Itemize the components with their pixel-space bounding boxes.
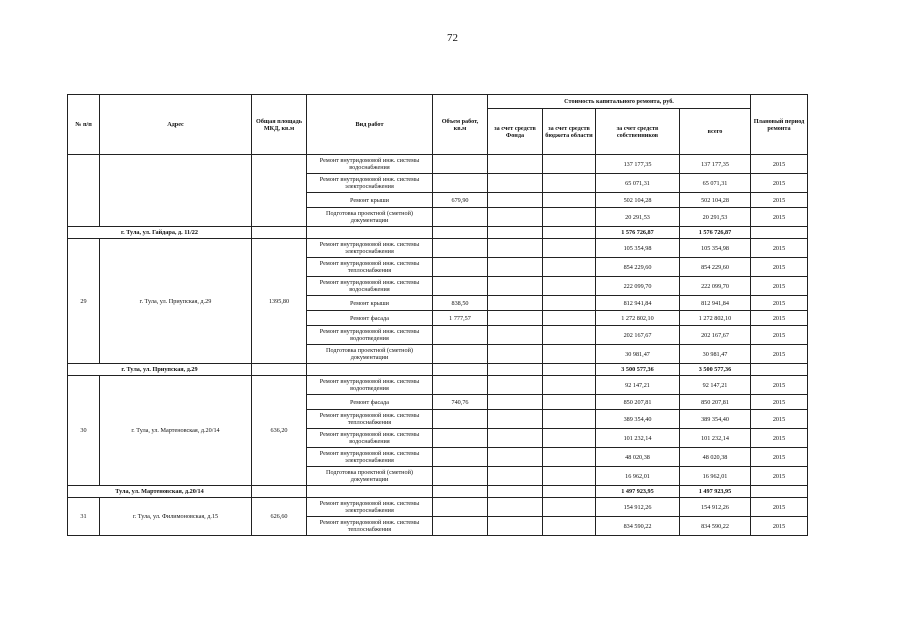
col-period-header: Плановый период ремонта bbox=[751, 95, 808, 155]
budget-cell bbox=[543, 498, 596, 517]
total-cell: 502 104,28 bbox=[680, 193, 751, 208]
total-cell: 854 229,60 bbox=[680, 258, 751, 277]
owners-cell: 1 272 802,10 bbox=[596, 311, 680, 326]
subtotal-label: г. Тула, ул. Гайдара, д. 11/22 bbox=[68, 227, 252, 239]
work-cell: Ремонт внутридомовой инж. системы водоснабжения bbox=[307, 155, 433, 174]
budget-cell bbox=[543, 517, 596, 536]
fund-cell bbox=[488, 311, 543, 326]
owners-cell: 389 354,40 bbox=[596, 410, 680, 429]
total-cell: 812 941,84 bbox=[680, 296, 751, 311]
volume-cell bbox=[433, 448, 488, 467]
fund-cell bbox=[488, 296, 543, 311]
total-cell: 30 981,47 bbox=[680, 345, 751, 364]
work-cell: Ремонт внутридомовой инж. системы теплоснабжения bbox=[307, 410, 433, 429]
budget-cell bbox=[543, 277, 596, 296]
volume-cell bbox=[433, 174, 488, 193]
work-cell: Ремонт внутридомовой инж. системы водоотведения bbox=[307, 376, 433, 395]
budget-cell bbox=[543, 376, 596, 395]
fund-cell bbox=[488, 498, 543, 517]
fund-cell bbox=[488, 155, 543, 174]
subtotal-owners: 1 576 726,87 bbox=[596, 227, 680, 239]
work-cell: Ремонт внутридомовой инж. системы электроснабжения bbox=[307, 174, 433, 193]
address-cell: г. Тула, ул. Приупская, д.29 bbox=[100, 239, 252, 364]
owners-cell: 222 099,70 bbox=[596, 277, 680, 296]
work-cell: Ремонт внутридомовой инж. системы водоснабжения bbox=[307, 277, 433, 296]
budget-cell bbox=[543, 311, 596, 326]
period-cell: 2015 bbox=[751, 429, 808, 448]
owners-cell: 48 020,38 bbox=[596, 448, 680, 467]
work-cell: Ремонт внутридомовой инж. системы водоотведения bbox=[307, 326, 433, 345]
col-area-header: Общая площадь МКД, кв.м bbox=[252, 95, 307, 155]
volume-cell bbox=[433, 376, 488, 395]
col-volume-header: Объем работ, кв.м bbox=[433, 95, 488, 155]
subtotal-row bbox=[68, 227, 808, 239]
work-cell: Подготовка проектной (сметной) документации bbox=[307, 467, 433, 486]
volume-cell bbox=[433, 498, 488, 517]
work-cell: Ремонт внутридомовой инж. системы теплоснабжения bbox=[307, 517, 433, 536]
budget-cell bbox=[543, 410, 596, 429]
col-address-header: Адрес bbox=[100, 95, 252, 155]
page-number: 72 bbox=[447, 32, 458, 44]
table-row bbox=[68, 239, 808, 258]
address-cell bbox=[100, 155, 252, 227]
total-cell: 222 099,70 bbox=[680, 277, 751, 296]
work-cell: Ремонт внутридомовой инж. системы электроснабжения bbox=[307, 239, 433, 258]
work-cell: Ремонт внутридомовой инж. системы водоснабжения bbox=[307, 429, 433, 448]
period-cell: 2015 bbox=[751, 517, 808, 536]
subtotal-row bbox=[68, 486, 808, 498]
cost-group-header: Стоимость капитального ремонта, руб. bbox=[488, 95, 751, 109]
fund-cell bbox=[488, 395, 543, 410]
budget-cell bbox=[543, 174, 596, 193]
budget-cell bbox=[543, 395, 596, 410]
budget-cell bbox=[543, 467, 596, 486]
period-cell: 2015 bbox=[751, 410, 808, 429]
period-cell: 2015 bbox=[751, 498, 808, 517]
fund-cell bbox=[488, 193, 543, 208]
volume-cell bbox=[433, 467, 488, 486]
work-cell: Ремонт крыши bbox=[307, 193, 433, 208]
total-cell: 1 272 802,10 bbox=[680, 311, 751, 326]
period-cell: 2015 bbox=[751, 326, 808, 345]
owners-cell: 154 912,26 bbox=[596, 498, 680, 517]
budget-cell bbox=[543, 193, 596, 208]
budget-cell bbox=[543, 258, 596, 277]
period-cell: 2015 bbox=[751, 467, 808, 486]
subtotal-row bbox=[68, 364, 808, 376]
volume-cell bbox=[433, 155, 488, 174]
work-cell: Ремонт внутридомовой инж. системы электроснабжения bbox=[307, 448, 433, 467]
area-cell: 626,60 bbox=[252, 498, 307, 536]
volume-cell bbox=[433, 410, 488, 429]
total-cell: 16 962,01 bbox=[680, 467, 751, 486]
subtotal-label: Тула, ул. Мартеновская, д.20/14 bbox=[68, 486, 252, 498]
capital-repair-table bbox=[67, 94, 808, 536]
owners-cell: 65 071,31 bbox=[596, 174, 680, 193]
fund-cell bbox=[488, 448, 543, 467]
fund-cell bbox=[488, 174, 543, 193]
subtotal-owners: 3 500 577,36 bbox=[596, 364, 680, 376]
period-cell: 2015 bbox=[751, 193, 808, 208]
col-owners-header: за счет средств собственников bbox=[596, 109, 680, 155]
fund-cell bbox=[488, 208, 543, 227]
fund-cell bbox=[488, 345, 543, 364]
subtotal-total: 3 500 577,36 bbox=[680, 364, 751, 376]
period-cell: 2015 bbox=[751, 345, 808, 364]
col-work-header: Вид работ bbox=[307, 95, 433, 155]
col-num-header: № п/п bbox=[68, 95, 100, 155]
owners-cell: 30 981,47 bbox=[596, 345, 680, 364]
owners-cell: 20 291,53 bbox=[596, 208, 680, 227]
volume-cell bbox=[433, 277, 488, 296]
period-cell: 2015 bbox=[751, 395, 808, 410]
period-cell: 2015 bbox=[751, 174, 808, 193]
volume-cell bbox=[433, 345, 488, 364]
total-cell: 65 071,31 bbox=[680, 174, 751, 193]
total-cell: 137 177,35 bbox=[680, 155, 751, 174]
fund-cell bbox=[488, 277, 543, 296]
total-cell: 154 912,26 bbox=[680, 498, 751, 517]
owners-cell: 202 167,67 bbox=[596, 326, 680, 345]
num-cell bbox=[68, 155, 100, 227]
fund-cell bbox=[488, 376, 543, 395]
num-cell: 31 bbox=[68, 498, 100, 536]
total-cell: 105 354,98 bbox=[680, 239, 751, 258]
fund-cell bbox=[488, 429, 543, 448]
owners-cell: 137 177,35 bbox=[596, 155, 680, 174]
budget-cell bbox=[543, 326, 596, 345]
volume-cell bbox=[433, 326, 488, 345]
address-cell: г. Тула, ул. Филимоновская, д.15 bbox=[100, 498, 252, 536]
fund-cell bbox=[488, 467, 543, 486]
table-row bbox=[68, 498, 808, 517]
fund-cell bbox=[488, 258, 543, 277]
work-cell: Ремонт крыши bbox=[307, 296, 433, 311]
work-cell: Ремонт внутридомовой инж. системы электроснабжения bbox=[307, 498, 433, 517]
owners-cell: 834 590,22 bbox=[596, 517, 680, 536]
total-cell: 101 232,14 bbox=[680, 429, 751, 448]
budget-cell bbox=[543, 155, 596, 174]
budget-cell bbox=[543, 345, 596, 364]
total-cell: 834 590,22 bbox=[680, 517, 751, 536]
table-row bbox=[68, 155, 808, 174]
period-cell: 2015 bbox=[751, 311, 808, 326]
owners-cell: 16 962,01 bbox=[596, 467, 680, 486]
subtotal-label: г. Тула, ул. Приупская, д.29 bbox=[68, 364, 252, 376]
num-cell: 30 bbox=[68, 376, 100, 486]
volume-cell: 838,50 bbox=[433, 296, 488, 311]
period-cell: 2015 bbox=[751, 277, 808, 296]
fund-cell bbox=[488, 517, 543, 536]
owners-cell: 105 354,98 bbox=[596, 239, 680, 258]
total-cell: 389 354,40 bbox=[680, 410, 751, 429]
work-cell: Ремонт фасада bbox=[307, 311, 433, 326]
area-cell: 1395,80 bbox=[252, 239, 307, 364]
period-cell: 2015 bbox=[751, 448, 808, 467]
volume-cell: 679,90 bbox=[433, 193, 488, 208]
volume-cell bbox=[433, 429, 488, 448]
volume-cell bbox=[433, 208, 488, 227]
owners-cell: 92 147,21 bbox=[596, 376, 680, 395]
volume-cell: 1 777,57 bbox=[433, 311, 488, 326]
total-cell: 48 020,38 bbox=[680, 448, 751, 467]
budget-cell bbox=[543, 208, 596, 227]
period-cell: 2015 bbox=[751, 155, 808, 174]
total-cell: 850 207,81 bbox=[680, 395, 751, 410]
owners-cell: 101 232,14 bbox=[596, 429, 680, 448]
owners-cell: 812 941,84 bbox=[596, 296, 680, 311]
budget-cell bbox=[543, 239, 596, 258]
volume-cell: 740,76 bbox=[433, 395, 488, 410]
period-cell: 2015 bbox=[751, 376, 808, 395]
fund-cell bbox=[488, 239, 543, 258]
budget-cell bbox=[543, 429, 596, 448]
period-cell: 2015 bbox=[751, 258, 808, 277]
total-cell: 20 291,53 bbox=[680, 208, 751, 227]
col-fund-header: за счет средств Фонда bbox=[488, 109, 543, 155]
volume-cell bbox=[433, 517, 488, 536]
table-row bbox=[68, 376, 808, 395]
work-cell: Ремонт внутридомовой инж. системы теплоснабжения bbox=[307, 258, 433, 277]
area-cell: 636,20 bbox=[252, 376, 307, 486]
col-total-header: всего bbox=[680, 109, 751, 155]
volume-cell bbox=[433, 239, 488, 258]
volume-cell bbox=[433, 258, 488, 277]
fund-cell bbox=[488, 326, 543, 345]
budget-cell bbox=[543, 296, 596, 311]
period-cell: 2015 bbox=[751, 239, 808, 258]
owners-cell: 854 229,60 bbox=[596, 258, 680, 277]
total-cell: 202 167,67 bbox=[680, 326, 751, 345]
work-cell: Ремонт фасада bbox=[307, 395, 433, 410]
col-budget-header: за счет средств бюджета области bbox=[543, 109, 596, 155]
period-cell: 2015 bbox=[751, 208, 808, 227]
area-cell bbox=[252, 155, 307, 227]
work-cell: Подготовка проектной (сметной) документации bbox=[307, 208, 433, 227]
owners-cell: 850 207,81 bbox=[596, 395, 680, 410]
total-cell: 92 147,21 bbox=[680, 376, 751, 395]
subtotal-total: 1 576 726,87 bbox=[680, 227, 751, 239]
period-cell: 2015 bbox=[751, 296, 808, 311]
address-cell: г. Тула, ул. Мартеновская, д.20/14 bbox=[100, 376, 252, 486]
subtotal-total: 1 497 923,95 bbox=[680, 486, 751, 498]
work-cell: Подготовка проектной (сметной) документации bbox=[307, 345, 433, 364]
subtotal-owners: 1 497 923,95 bbox=[596, 486, 680, 498]
num-cell: 29 bbox=[68, 239, 100, 364]
fund-cell bbox=[488, 410, 543, 429]
budget-cell bbox=[543, 448, 596, 467]
owners-cell: 502 104,28 bbox=[596, 193, 680, 208]
